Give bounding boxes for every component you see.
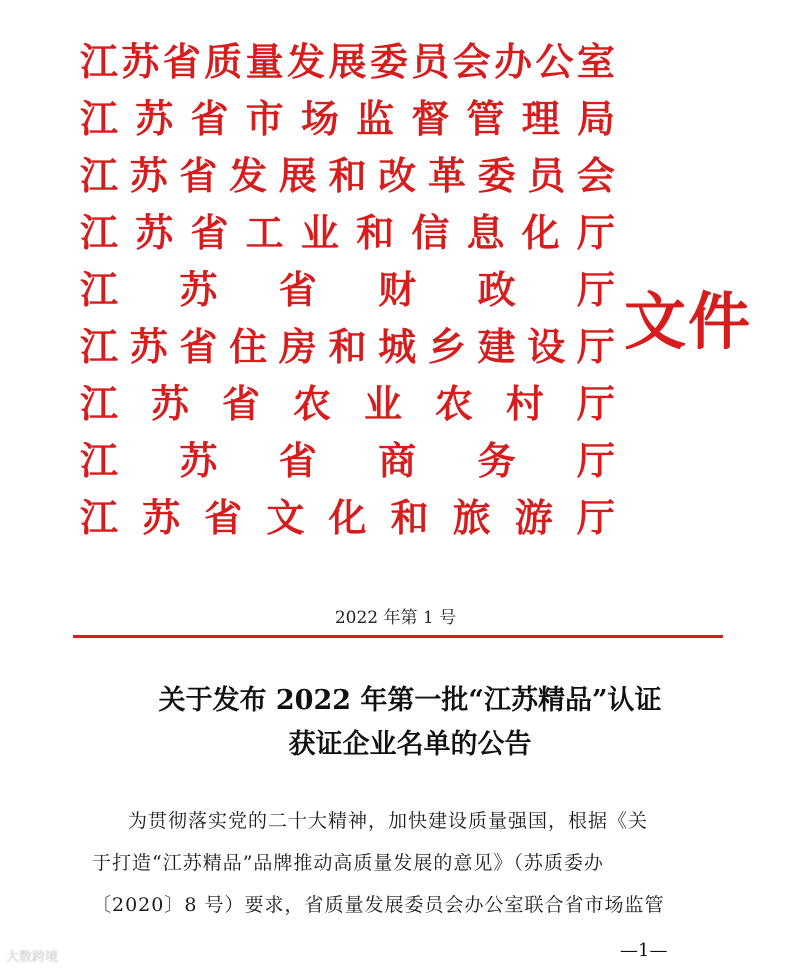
agency-char: 厅: [576, 268, 615, 312]
agency-char: 省: [190, 211, 229, 255]
agency-line: [80, 262, 615, 319]
announcement-title-line-2: 获证企业名单的公告: [288, 729, 532, 760]
agency-line: [80, 91, 615, 148]
agency-char: 办: [494, 40, 533, 84]
agency-line: [80, 148, 615, 205]
agency-char: 住: [229, 325, 268, 369]
agency-char: 省: [278, 439, 317, 483]
agency-char: 财: [378, 268, 417, 312]
agency-char: 江: [80, 268, 119, 312]
agency-char: 息: [466, 211, 505, 255]
agency-char: 公: [535, 40, 574, 84]
agency-char: 苏: [121, 40, 160, 84]
agency-char: 苏: [150, 382, 189, 426]
agency-char: 管: [466, 97, 505, 141]
agency-char: 和: [328, 325, 367, 369]
agency-char: 江: [80, 154, 119, 198]
agency-char: 厅: [576, 325, 615, 369]
agency-char: 苏: [179, 268, 218, 312]
agency-char: 江: [80, 97, 119, 141]
agency-char: 厅: [576, 382, 615, 426]
agency-char: 发: [229, 154, 268, 198]
agency-char: 江: [80, 496, 119, 540]
document-label: 文件: [624, 285, 753, 358]
agency-line: [80, 490, 615, 547]
agency-char: 农: [434, 382, 473, 426]
agency-char: 员: [411, 40, 450, 84]
agency-char: 会: [452, 40, 491, 84]
agency-char: 旅: [452, 496, 491, 540]
agency-char: 厅: [576, 211, 615, 255]
document-number: 2022 年第 1 号: [334, 608, 457, 628]
agency-char: 化: [328, 496, 367, 540]
agency-line: [80, 319, 615, 376]
agency-char: 城: [378, 325, 417, 369]
agency-char: 督: [411, 97, 450, 141]
agency-char: 房: [278, 325, 317, 369]
agency-char: 务: [477, 439, 516, 483]
agency-line: [80, 433, 615, 490]
agency-char: 政: [477, 268, 516, 312]
agency-char: 苏: [142, 496, 181, 540]
agency-char: 厅: [576, 496, 615, 540]
agency-char: 业: [300, 211, 339, 255]
agency-char: 苏: [179, 439, 218, 483]
agency-char: 和: [356, 211, 395, 255]
agency-char: 江: [80, 382, 119, 426]
agency-char: 信: [411, 211, 450, 255]
agency-char: 室: [576, 40, 615, 84]
agency-char: 苏: [129, 325, 168, 369]
agency-char: 省: [278, 268, 317, 312]
agency-char: 监: [356, 97, 395, 141]
agency-char: 理: [521, 97, 560, 141]
agency-char: 江: [80, 211, 119, 255]
agency-char: 场: [300, 97, 339, 141]
agency-char: 建: [477, 325, 516, 369]
agency-char: 苏: [129, 154, 168, 198]
agency-char: 委: [369, 40, 408, 84]
agency-char: 革: [427, 154, 466, 198]
agency-line: [80, 376, 615, 433]
agency-char: 发: [287, 40, 326, 84]
agency-char: 设: [527, 325, 566, 369]
agency-char: 化: [521, 211, 560, 255]
agency-char: 质: [204, 40, 243, 84]
agency-char: 业: [363, 382, 402, 426]
agency-char: 江: [80, 439, 119, 483]
agency-char: 苏: [135, 211, 174, 255]
agency-char: 省: [190, 97, 229, 141]
agency-char: 村: [505, 382, 544, 426]
body-paragraph-line-2: 于打造“江苏精品”品牌推动高质量发展的意见》（苏质委办: [92, 852, 604, 874]
agency-char: 游: [514, 496, 553, 540]
agency-line: [80, 205, 615, 262]
agency-char: 省: [179, 154, 218, 198]
agency-char: 员: [527, 154, 566, 198]
watermark-text: 大数跨境: [6, 950, 59, 965]
agency-char: 和: [328, 154, 367, 198]
body-paragraph-line-1: 为贯彻落实党的二十大精神，加快建设质量强国，根据《关: [128, 810, 649, 832]
announcement-title-line-1: 关于发布 2022 年第一批“江苏精品”认证: [158, 685, 662, 716]
agency-char: 和: [390, 496, 429, 540]
red-divider: [73, 635, 723, 638]
agency-char: 局: [576, 97, 615, 141]
agency-char: 省: [221, 382, 260, 426]
agency-char: 厅: [576, 439, 615, 483]
agency-char: 量: [245, 40, 284, 84]
agency-char: 乡: [427, 325, 466, 369]
agency-char: 苏: [135, 97, 174, 141]
agency-char: 省: [179, 325, 218, 369]
agency-char: 省: [162, 40, 201, 84]
agency-char: 农: [292, 382, 331, 426]
agency-char: 商: [378, 439, 417, 483]
page-number: —1—: [620, 940, 668, 961]
agency-char: 江: [80, 40, 119, 84]
agency-char: 改: [378, 154, 417, 198]
agency-char: 江: [80, 325, 119, 369]
agency-char: 市: [245, 97, 284, 141]
agency-char: 委: [477, 154, 516, 198]
agency-char: 工: [245, 211, 284, 255]
agency-char: 展: [328, 40, 367, 84]
agency-line: [80, 34, 615, 91]
issuing-agencies: [80, 34, 615, 547]
agency-char: 会: [576, 154, 615, 198]
agency-char: 省: [204, 496, 243, 540]
body-paragraph-line-3: 〔2020〕8 号）要求，省质量发展委员会办公室联合省市场监管: [92, 894, 665, 916]
agency-char: 展: [278, 154, 317, 198]
agency-char: 文: [266, 496, 305, 540]
